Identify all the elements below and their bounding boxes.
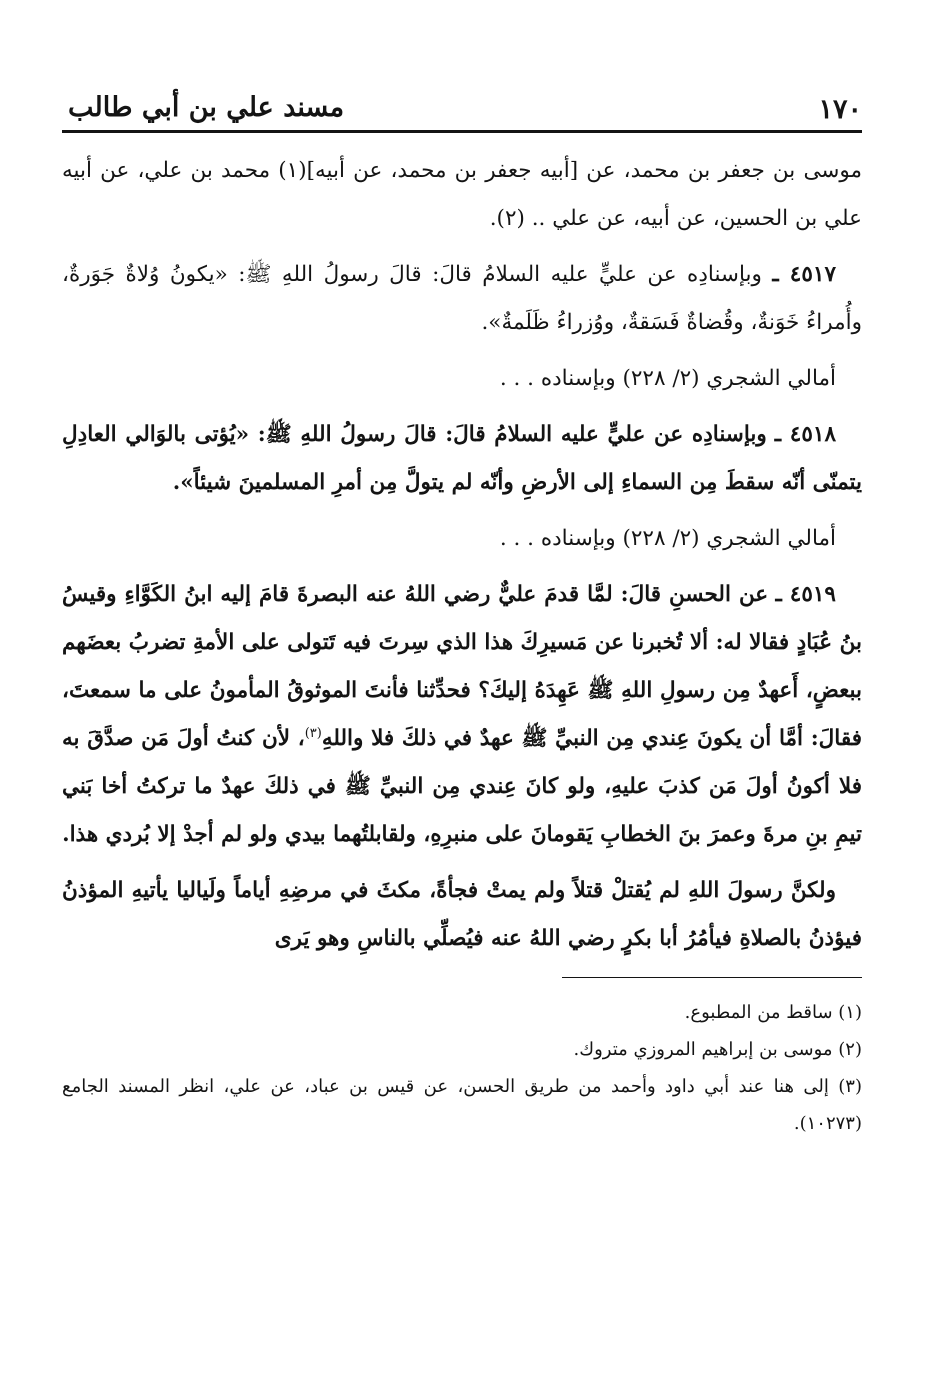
footnote-1: (١) ساقط من المطبوع. (684, 1002, 862, 1023)
hadith-number: ٤٥١٧ ـ (772, 262, 836, 287)
hadith-text: وبإسنادِه عن عليٍّ عليه السلامُ قالَ: قالَ رسولُ اللهِ ﷺ: «يكونُ وُلاةٌ جَوَرةٌ، وأُمراءُ خَوَنةٌ، وقُضاةٌ فَسَقةٌ، ووُزراءُ ظَلَمةٌ». (62, 262, 862, 335)
hadith-text: ، لأن كنتُ أولَ مَن صدَّقَ به فلا أكونُ أولَ مَن كذبَ عليهِ، ولو كانَ عِندي مِن النبيِّ ﷺ في ذلكَ عهدٌ ما تركتُ أخا بَني تيمِ بنِ مرةَ وعمرَ بنَ الخطابِ يَقومانَ على منبرِهِ، ولقابلتُهما بيدي ولو لم أجدْ إلا بُردي هذا. (62, 726, 862, 847)
page (62, 92, 862, 1344)
running-title: مسند علي بن أبي طالب (68, 92, 345, 123)
footnote-separator (562, 977, 862, 978)
page-number: ١٧٠ (818, 94, 862, 125)
hadith-text: عن الحسنِ قالَ: لمَّا قدمَ عليٌّ رضي اللهُ عنه البصرةَ قامَ إليه ابنُ الكَوَّاءِ وقيسُ بنُ عُبَادٍ فقالا له: ألا تُخبرنا عن مَسيرِكَ هذا الذي سِرتَ فيه تَتولى على الأمةِ تضربُ بعضَهم ببعضٍ، أَعهدٌ مِن رسولِ اللهِ ﷺ عَهِدَهُ إليكَ؟ فحدِّثنا فأنتَ الموثوقُ المأمونُ على ما سمعتَ، فقالَ: أمَّا أن يكونَ عِندي مِن النبيِّ ﷺ عهدٌ في ذلكَ فلا واللهِ (62, 582, 862, 751)
hadith-4518 (62, 411, 862, 507)
hadith-4519-continuation: ولكنَّ رسولَ اللهِ لم يُقتلْ قتلاً ولم يمتْ فجأةً، مكثَ في مرضِهِ أياماً ولَياليا يأتيهِ المؤذنُ فيؤذنُ بالصلاةِ فيأمُرُ أبا بكرٍ رضي اللهُ عنه فيُصلِّي بالناسِ وهو يَرى (62, 878, 862, 951)
hadith-4517 (62, 251, 862, 347)
page-header (62, 92, 862, 133)
footnote-2: (٢) موسى بن إبراهيم المروزي متروك. (573, 1039, 862, 1060)
footnotes (62, 994, 862, 1142)
main-text (62, 147, 862, 963)
hadith-number: ٤٥١٩ ـ (775, 582, 836, 607)
source-reference: أمالي الشجري (٢/ ٢٢٨) وبإسناده . . . (499, 526, 836, 551)
source-reference: أمالي الشجري (٢/ ٢٢٨) وبإسناده . . . (499, 366, 836, 391)
hadith-text: وبإسنادِه عن عليٍّ عليه السلامُ قالَ: قالَ رسولُ اللهِ ﷺ: «يُؤتى بالوَالي العادِلِ يتمنّى أنّه سقطَ مِن السماءِ إلى الأرضِ وأنّه لم يتولَّ مِن أمرِ المسلمينَ شيئاً». (62, 422, 862, 495)
footnote-3: (٣) إلى هنا عند أبي داود وأحمد من طريق الحسن، عن قيس بن عباد، عن علي، انظر المسند الجامع (١٠٢٧٣). (62, 1076, 862, 1134)
footnote-marker: (٣) (304, 725, 322, 741)
hadith-4519 (62, 571, 862, 859)
hadith-number: ٤٥١٨ ـ (774, 422, 836, 447)
paragraph-chain-continuation: موسى بن جعفر بن محمد، عن [أبيه جعفر بن محمد، عن أبيه](١) محمد بن علي، عن أبيه علي بن الحسين، عن أبيه، عن علي .. (٢). (62, 158, 862, 231)
